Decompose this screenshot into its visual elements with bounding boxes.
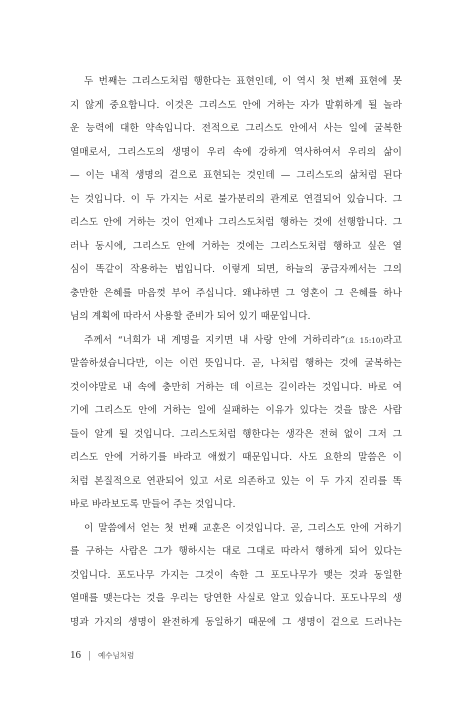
text-line: 를 구하는 사람은 그가 행하시는 대로 그대로 따라서 행하게 되어 있다는 <box>70 546 402 557</box>
text-line: 는 것입니다. 이 두 가지는 서로 불가분리의 관계로 연결되어 있습니다. 그 <box>70 193 402 205</box>
text-line: 두 번째는 그리스도처럼 행한다는 표현인데, 이 역시 첫 번째 표현에 못 <box>84 76 402 87</box>
text-line: 리스도 안에 거하기를 바라고 애썼기 때문입니다. 사도 요한의 말씀은 이 <box>70 452 402 463</box>
page-footer <box>70 649 134 661</box>
book-title: 예수님처럼 <box>98 651 135 660</box>
text-line: 열매를 맺는다는 것을 우리는 당연한 사실로 알고 있습니다. 포도나무의 생 <box>70 593 402 604</box>
text-line: 것입니다. 포도나무 가지는 그것이 속한 그 포도나무가 맺는 것과 동일한 <box>70 569 402 581</box>
text-line <box>70 329 402 353</box>
text-line: — 이는 내적 생명의 겉으로 표현되는 것인데 — 그리스도의 삶처럼 된다 <box>70 170 402 181</box>
text-line: 리스도 안에 거하는 것이 언제나 그리스도처럼 행하는 것에 선행합니다. 그 <box>70 217 402 228</box>
scripture-reference: (요 15:10) <box>345 336 384 345</box>
footer-separator: | <box>88 651 92 661</box>
text-line: 충만한 은혜를 마음껏 부어 주십니다. 왜냐하면 그 영혼이 그 은혜를 하나 <box>70 287 402 299</box>
text-line: 운 능력에 대한 약속입니다. 전적으로 그리스도 안에서 사는 일에 굴복한 <box>70 123 402 134</box>
text-line: 명과 가지의 생명이 완전하게 동일하기 때문에 그 생명이 겉으로 드러나는 <box>70 616 402 628</box>
paragraph-1 <box>70 70 402 329</box>
text-line: 기에 그리스도 안에 거하는 일에 실패하는 이유가 있다는 것을 많은 사람 <box>70 405 402 416</box>
text-fragment: 라고 <box>383 334 402 346</box>
paragraph-3 <box>70 517 402 635</box>
text-line: 지 않게 중요합니다. 이것은 그리스도 안에 거하는 자가 발휘하게 될 놀라 <box>70 99 402 111</box>
text-line: 열매로서, 그리스도의 생명이 우리 속에 강하게 역사하여서 우리의 삶이 <box>70 146 402 158</box>
text-line: 님의 계획에 따라서 사용할 준비가 되어 있기 때문입니다. <box>70 311 311 322</box>
page-number: 16 <box>70 649 81 661</box>
text-line: 심이 똑같이 작용하는 법입니다. 이렇게 되면, 하늘의 공급자께서는 그의 <box>70 264 402 275</box>
text-line: 이 말씀에서 얻는 첫 번째 교훈은 이것입니다. 곧, 그리스도 안에 거하기 <box>84 522 402 534</box>
text-line: 바로 바라보도록 만들어 주는 것입니다. <box>70 499 236 510</box>
text-line: 말씀하셨습니다만, 이는 이런 뜻입니다. 곧, 나처럼 행하는 것에 굴복하는 <box>70 358 402 369</box>
paragraph-2 <box>70 329 402 517</box>
body-text <box>70 70 402 634</box>
scripture-quote: 주께서 “너희가 내 계명을 지키면 내 사랑 안에 거하리라” <box>84 334 346 346</box>
text-line: 러나 동시에, 그리스도 안에 거하는 것에는 그리스도처럼 행하고 싶은 열 <box>70 240 402 252</box>
text-line: 것이야말로 내 속에 충만히 거하는 데 이르는 길이라는 것입니다. 바로 여 <box>70 381 402 393</box>
text-line: 처럼 본질적으로 연관되어 있고 서로 의존하고 있는 이 두 가지 진리를 똑 <box>70 475 402 487</box>
text-line: 들이 알게 될 것입니다. 그리스도처럼 행한다는 생각은 전혀 없이 그저 그 <box>70 428 402 440</box>
